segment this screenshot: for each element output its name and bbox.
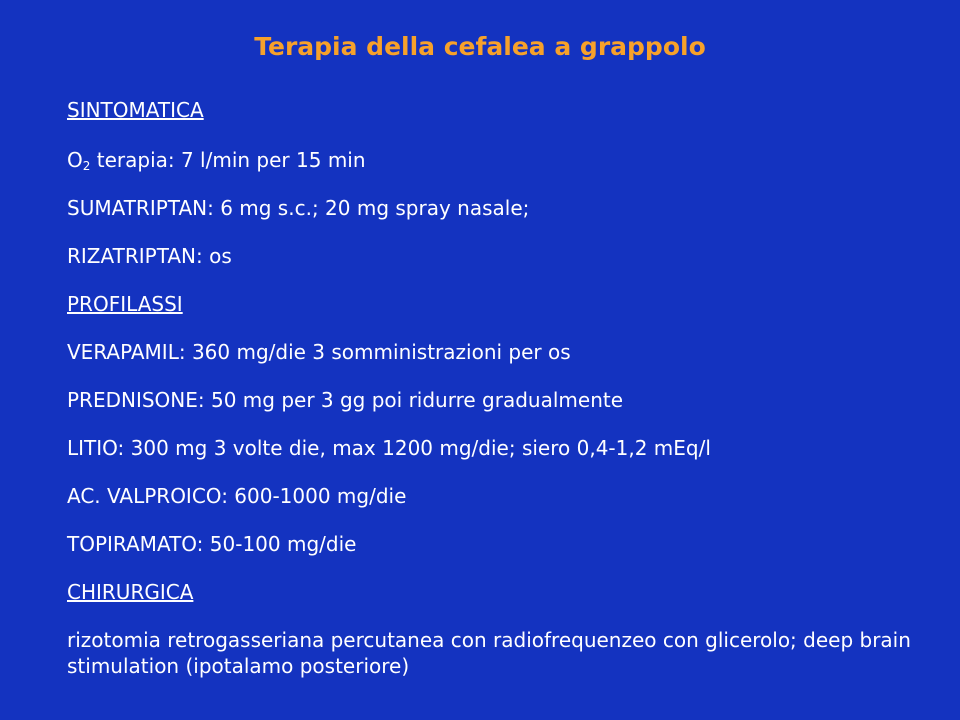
oxygen-therapy-line <box>67 147 937 173</box>
section-heading-chirurgica: CHIRURGICA <box>67 580 194 604</box>
litio-line: LITIO: 300 mg 3 volte die, max 1200 mg/die; siero 0,4-1,2 mEq/l <box>67 436 711 460</box>
topiramato-line: TOPIRAMATO: 50-100 mg/die <box>67 532 357 556</box>
oxygen-therapy-text: terapia: 7 l/min per 15 min <box>90 148 366 172</box>
slide-title: Terapia della cefalea a grappolo <box>254 32 706 61</box>
valproico-line: AC. VALPROICO: 600-1000 mg/die <box>67 484 407 508</box>
oxygen-subscript: 2 <box>82 159 91 173</box>
prednisone-line: PREDNISONE: 50 mg per 3 gg poi ridurre gradualmente <box>67 388 624 412</box>
verapamil-line: VERAPAMIL: 360 mg/die 3 somministrazioni per os <box>67 340 571 364</box>
surgical-description: rizotomia retrogasseriana percutanea con radiofrequenzeo con glicerolo; deep brain stimulation (ipotalamo posteriore) <box>67 628 911 678</box>
sumatriptan-line: SUMATRIPTAN: 6 mg s.c.; 20 mg spray nasale; <box>67 196 530 220</box>
section-heading-profilassi: PROFILASSI <box>67 292 183 316</box>
oxygen-symbol: O <box>67 148 83 172</box>
rizatriptan-line: RIZATRIPTAN: os <box>67 244 232 268</box>
section-heading-sintomatica: SINTOMATICA <box>67 98 204 122</box>
